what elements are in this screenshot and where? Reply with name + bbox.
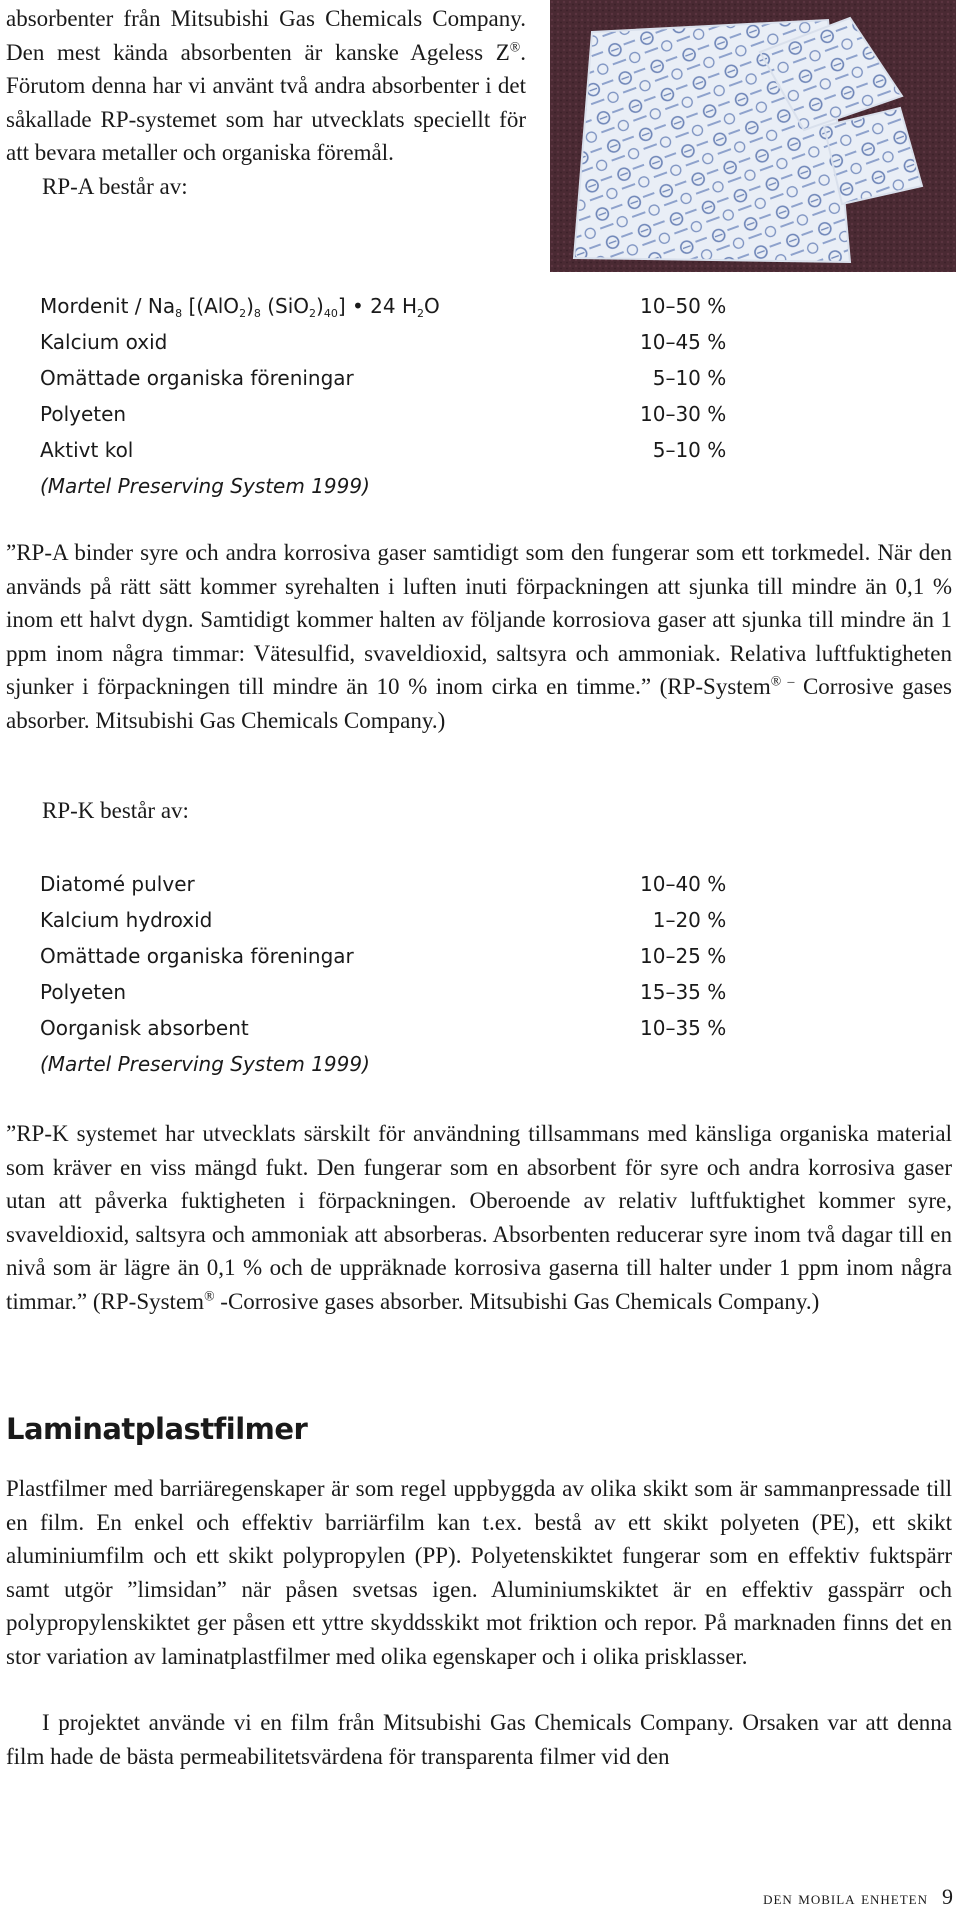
page-footer bbox=[763, 1884, 954, 1910]
body-paragraph: I projektet använde vi en film från Mitsubishi Gas Chemicals Company. Orsaken var att denna film hade de bästa permeabilitetsvärdena för transparenta filmer vid den bbox=[6, 1710, 952, 1769]
table-row bbox=[40, 432, 760, 468]
intro-column bbox=[6, 2, 526, 203]
table-row bbox=[40, 468, 760, 504]
rpk-composition-table bbox=[40, 866, 760, 1082]
percentage-value: 10–25 % bbox=[640, 944, 727, 968]
percentage-value: 10–30 % bbox=[640, 402, 727, 426]
page-number: 9 bbox=[942, 1884, 954, 1909]
table-row bbox=[40, 974, 760, 1010]
component-name: Kalcium hydroxid bbox=[40, 908, 213, 932]
percentage-value: 10–35 % bbox=[640, 1016, 727, 1040]
formula-mordenit: Mordenit / $Na_8$ [$(AlO_2)_8$ $(SiO_2)_{40}$] • 24 $H_2O$ bbox=[40, 294, 440, 320]
rpa-heading: RP-A består av: bbox=[42, 173, 188, 199]
table-row bbox=[40, 288, 760, 324]
percentage-value: 5–10 % bbox=[640, 366, 727, 390]
quote-source: -Corrosive gases absorber. Mitsubishi Gas Chemicals Company.) bbox=[214, 1288, 820, 1314]
table-row bbox=[40, 938, 760, 974]
percentage-value: 1–20 % bbox=[640, 908, 727, 932]
table-row bbox=[40, 902, 760, 938]
citation: (Martel Preserving System 1999) bbox=[40, 1052, 370, 1076]
rpa-quote-paragraph bbox=[6, 536, 952, 737]
percentage-value: 10–40 % bbox=[640, 872, 727, 896]
quote-source: Corrosive gases absorber. Mitsubishi Gas Chemicals Company.) bbox=[6, 674, 952, 733]
component-name: Omättade organiska föreningar bbox=[40, 944, 354, 968]
component-name: Kalcium oxid bbox=[40, 330, 168, 354]
percentage-value: 10–50 % bbox=[640, 294, 727, 318]
component-name: Omättade organiska föreningar bbox=[40, 366, 354, 390]
citation: (Martel Preserving System 1999) bbox=[40, 474, 370, 498]
running-title: den mobila enheten bbox=[763, 1888, 928, 1908]
registered-mark: ® bbox=[509, 39, 521, 55]
table-row bbox=[40, 1010, 760, 1046]
rpk-quote-paragraph bbox=[6, 1117, 952, 1318]
section-heading: Laminatplastfilmer bbox=[6, 1412, 308, 1446]
component-name: Diatomé pulver bbox=[40, 872, 195, 896]
intro-text: absorbenter från Mitsubishi Gas Chemicals Company. Den mest kända absorbenten är kanske Ageless Z bbox=[6, 6, 526, 65]
rpk-heading: RP-K består av: bbox=[42, 798, 189, 823]
registered-mark: ® bbox=[204, 1288, 215, 1304]
table-row bbox=[40, 324, 760, 360]
body-paragraph: Plastfilmer med barriäregenskaper är som regel uppbyggda av olika skikt som är sammanpressade till en film. En enkel och effektiv barriärfilm kan t.ex. bestå av ett skikt polyeten (PE), ett skikt aluminiumfilm och ett skikt polypropylen (PP). Polyetenskiktet fungerar som en effektiv fuktspärr samt utgör ”limsidan” när påsen svetsas igen. Aluminiumskiktet är en effektiv gasspärr och polypropylenskiktet ger påsen ett yttre skyddsskikt mot friktion och repor. På marknaden finns det en stor variation av laminatplastfilmer med olika egenskaper och i olika prisklasser. bbox=[6, 1476, 952, 1669]
component-name: Oorganisk absorbent bbox=[40, 1016, 249, 1040]
absorber-sachets-photo bbox=[550, 0, 956, 272]
intro-paragraph bbox=[6, 2, 526, 170]
percentage-value: 10–45 % bbox=[640, 330, 727, 354]
component-name: Polyeten bbox=[40, 402, 127, 426]
intro-text-cont: . Förutom denna har vi använt två andra absorbenter i det såkallade RP-systemet som har utvecklats speciellt för att bevara metaller och organiska föremål. bbox=[6, 39, 526, 165]
percentage-value: 5–10 % bbox=[640, 438, 727, 462]
table-row bbox=[40, 1046, 760, 1082]
component-name: Aktivt kol bbox=[40, 438, 134, 462]
table-row bbox=[40, 360, 760, 396]
rpa-composition-table bbox=[40, 288, 760, 504]
quote-text: ”RP-K systemet har utvecklats särskilt för användning tillsammans med känsliga organiska material som kräver en viss mängd fukt. Den fungerar som en absorbent för syre och andra korrosiva gaser utan att påverka fuktigheten i förpackningen. Oberoende av relativ luftfuktighet kommer syre, svaveldioxid, saltsyra och ammoniak att absorberas. Absorbenten reducerar syre inom två dagar till en nivå som är lägre än 0,1 % och de uppräknade korrosiva gaserna till halter under 1 ppm inom några timmar.” (RP-System bbox=[6, 1121, 952, 1314]
percentage-value: 15–35 % bbox=[640, 980, 727, 1004]
registered-mark: ® – bbox=[770, 673, 795, 689]
table-row bbox=[40, 396, 760, 432]
table-row bbox=[40, 866, 760, 902]
component-name: Polyeten bbox=[40, 980, 127, 1004]
quote-text: ”RP-A binder syre och andra korrosiva gaser samtidigt som den fungerar som ett torkmedel. När den används på rätt sätt kommer syrehalten i luften inuti förpackningen att sjunka till mindre än 0,1 % inom ett halvt dygn. Samtidigt kommer halten av följande korrosiova gaser att sjunka till mindre än 1 ppm inom några timmar: Vätesulfid, svaveldioxid, saltsyra och ammoniak. Relativa luftfuktigheten sjunker i förpackningen till mindre än 10 % inom cirka en timme.” (RP-System bbox=[6, 540, 952, 699]
